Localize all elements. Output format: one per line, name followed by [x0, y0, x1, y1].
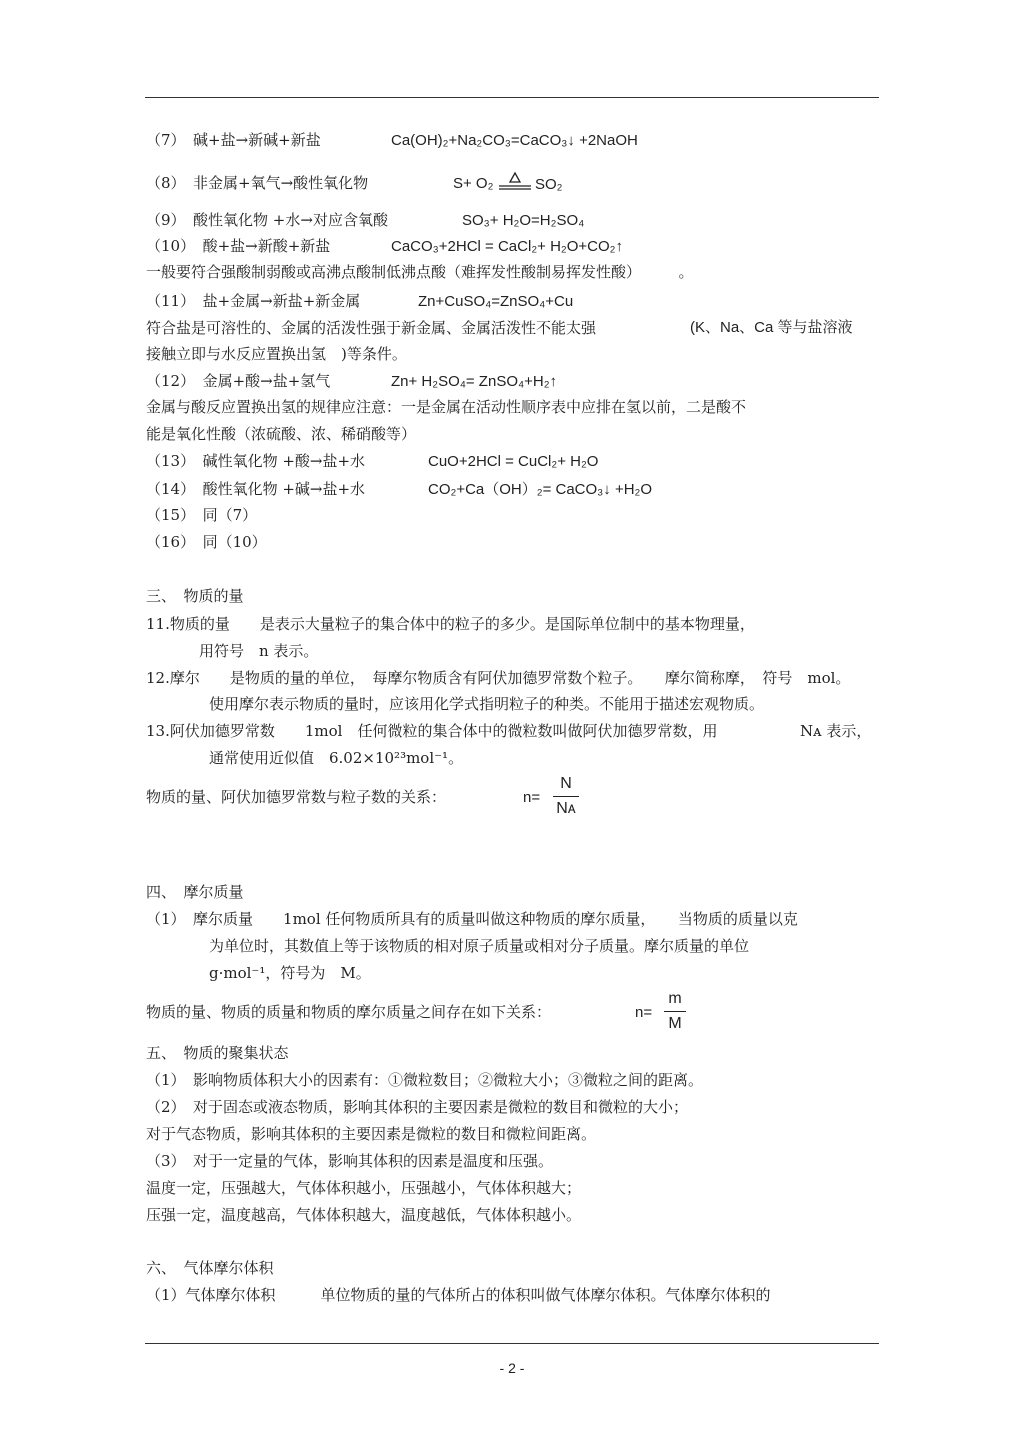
reaction-7-label: （7） 碱+盐→新碱+新盐 — [146, 131, 321, 149]
reaction-10-note: 一般要符合强酸制弱酸或高沸点酸制低沸点酸（难挥发性酸制易挥发性酸） 。 — [146, 263, 694, 281]
molar-mass-formula-lhs: n= — [635, 1004, 653, 1021]
mole-definition-1: 12.摩尔 是物质的量的单位， 每摩尔物质含有阿伏加德罗常数个粒子。 摩尔简称摩， 符号 mol。 — [146, 669, 851, 687]
avogadro-definition-1: 13.阿伏加德罗常数 1mol 任何微粒的集合体中的微粒数叫做阿伏加德罗常数，用 — [146, 722, 718, 740]
header-rule — [145, 97, 879, 98]
reaction-12-equation: Zn+ H₂SO₄= ZnSO₄+H₂↑ — [391, 373, 558, 390]
fraction-denominator: M — [668, 1015, 682, 1032]
amount-definition-1: 11.物质的量 是表示大量粒子的集合体中的粒子的多少。是国际单位制中的基本物理量， — [146, 615, 755, 633]
fraction-numerator: m — [668, 990, 682, 1007]
reaction-12-label: （12） 金属+酸→盐+氢气 — [146, 372, 331, 390]
reaction-11-equation: Zn+CuSO₄=ZnSO₄+Cu — [418, 293, 574, 310]
reaction-7-equation: Ca(OH)₂+Na₂CO₃=CaCO₃↓ +2NaOH — [391, 132, 638, 149]
reaction-12-note-2: 能是氧化性酸（浓硫酸、浓、稀硝酸等） — [146, 425, 417, 443]
section-5-title: 五、 物质的聚集状态 — [146, 1044, 289, 1062]
aggregation-point-3: （3） 对于一定量的气体，影响其体积的因素是温度和压强。 — [146, 1152, 554, 1170]
aggregation-point-5: 压强一定，温度越高，气体体积越大，温度越低，气体体积越小。 — [146, 1206, 582, 1224]
reaction-12-note-1: 金属与酸反应置换出氢的规律应注意：一是金属在活动性顺序表中应排在氢以前，二是酸不 — [146, 398, 747, 416]
reaction-11-note-1: 符合盐是可溶性的、金属的活泼性强于新金属、金属活泼性不能太强 — [146, 319, 597, 337]
reaction-10-label: （10） 酸+盐→新酸+新盐 — [146, 237, 331, 255]
reaction-11-note-2: 接触立即与水反应置换出氢 )等条件。 — [146, 345, 407, 363]
molar-mass-definition-1: （1） 摩尔质量 1mol 任何物质所具有的质量叫做这种物质的摩尔质量， 当物质的质量以克 — [146, 910, 798, 928]
reaction-8-product: SO₂ — [535, 176, 563, 193]
reaction-14-equation: CO₂+Ca（OH）₂= CaCO₃↓ +H₂O — [428, 481, 653, 498]
reaction-11-label: （11） 盐+金属→新盐+新金属 — [146, 292, 361, 310]
avogadro-formula-lhs: n= — [523, 789, 541, 806]
avogadro-fraction — [553, 775, 579, 818]
aggregation-point-2a: （2） 对于固态或液态物质，影响其体积的主要因素是微粒的数目和微粒的大小； — [146, 1098, 689, 1116]
heat-arrow-icon — [497, 168, 533, 192]
fraction-numerator: N — [560, 775, 572, 792]
aggregation-point-4: 温度一定，压强越大，气体体积越小，压强越小，气体体积越大； — [146, 1179, 582, 1197]
molar-mass-definition-2: 为单位时，其数值上等于该物质的相对原子质量或相对分子质量。摩尔质量的单位 — [209, 937, 750, 955]
gas-molar-volume-definition: （1）气体摩尔体积 单位物质的量的气体所占的体积叫做气体摩尔体积。气体摩尔体积的 — [146, 1286, 771, 1304]
reaction-8-label: （8） 非金属+氧气→酸性氧化物 — [146, 174, 369, 192]
reaction-9-label: （9） 酸性氧化物 +水→对应含氧酸 — [146, 211, 388, 229]
page-number: - 2 - — [499, 1360, 525, 1376]
amount-definition-2: 用符号 n 表示。 — [199, 642, 319, 660]
molar-mass-fraction — [664, 990, 686, 1033]
footer-rule — [145, 1343, 879, 1344]
avogadro-symbol: Nᴀ 表示， — [800, 722, 872, 740]
molar-mass-definition-3: g·mol⁻¹，符号为 M。 — [209, 964, 371, 982]
molar-mass-relation-text: 物质的量、物质的质量和物质的摩尔质量之间存在如下关系： — [146, 1003, 552, 1021]
mole-definition-2: 使用摩尔表示物质的量时，应该用化学式指明粒子的种类。不能用于描述宏观物质。 — [209, 695, 765, 713]
section-4-title: 四、 摩尔质量 — [146, 883, 244, 901]
fraction-denominator: Nᴀ — [556, 800, 576, 817]
section-3-title: 三、 物质的量 — [146, 587, 244, 605]
aggregation-point-1: （1） 影响物质体积大小的因素有：①微粒数目；②微粒大小；③微粒之间的距离。 — [146, 1071, 704, 1089]
avogadro-relation-text: 物质的量、阿伏加德罗常数与粒子数的关系： — [146, 788, 447, 806]
reaction-8-reactants: S+ O₂ — [453, 175, 494, 192]
section-6-title: 六、 气体摩尔体积 — [146, 1259, 274, 1277]
aggregation-point-2b: 对于气态物质，影响其体积的主要因素是微粒的数目和微粒间距离。 — [146, 1125, 597, 1143]
reaction-16-label: （16） 同（10） — [146, 533, 267, 551]
avogadro-definition-2: 通常使用近似值 6.02×10²³mol⁻¹。 — [209, 749, 464, 767]
reaction-15-label: （15） 同（7） — [146, 506, 258, 524]
reaction-14-label: （14） 酸性氧化物 +碱→盐+水 — [146, 480, 366, 498]
reaction-13-label: （13） 碱性氧化物 +酸→盐+水 — [146, 452, 366, 470]
reaction-10-equation: CaCO₃+2HCl = CaCl₂+ H₂O+CO₂↑ — [391, 238, 623, 255]
reaction-11-note-metals: (K、Na、Ca 等与盐溶液 — [690, 319, 853, 336]
reaction-9-equation: SO₃+ H₂O=H₂SO₄ — [462, 212, 585, 229]
reaction-13-equation: CuO+2HCl = CuCl₂+ H₂O — [428, 453, 599, 470]
